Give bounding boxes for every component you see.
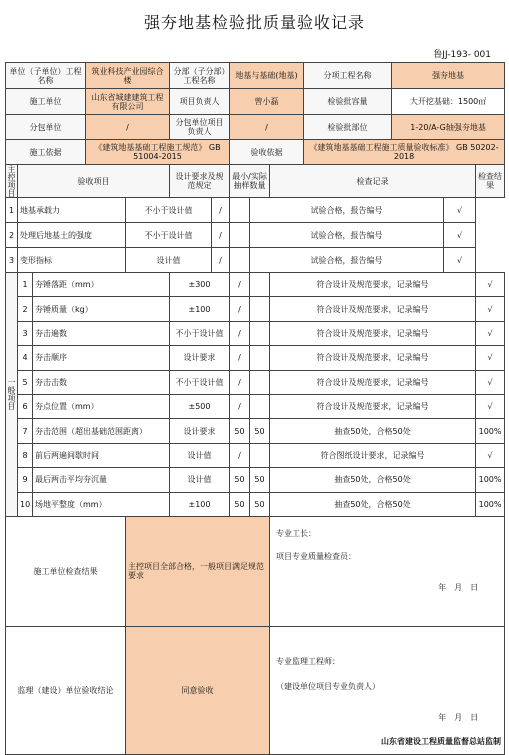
subitem-label: 分项工程名称 bbox=[304, 63, 392, 89]
check-record[interactable]: 符合图纸设计要求，记录编号 bbox=[270, 443, 476, 467]
check-record[interactable]: 抽查50处，合格50处 bbox=[270, 468, 476, 492]
item-name: 前后两遍间歇时间 bbox=[33, 443, 170, 467]
batch-part-value[interactable]: 1-20/A-G轴强夯地基 bbox=[392, 115, 505, 140]
general_items-row bbox=[6, 468, 505, 492]
unit-value[interactable]: 筑业科技产业园综合楼 bbox=[86, 63, 170, 89]
sub-pm-value[interactable]: / bbox=[230, 115, 304, 140]
min-sample: / bbox=[212, 198, 230, 223]
item-number: 10 bbox=[18, 492, 33, 516]
check-result[interactable]: √ bbox=[444, 198, 476, 223]
acceptance-basis-label: 验收依据 bbox=[230, 140, 304, 165]
item-number: 3 bbox=[6, 248, 18, 273]
acceptance-basis-value[interactable]: 《建筑地基基础工程施工质量验收标准》 GB 50202-2018 bbox=[304, 140, 505, 165]
item-number: 4 bbox=[18, 346, 33, 370]
design-requirement: 不小于设计值 bbox=[126, 198, 212, 223]
main_items-row bbox=[6, 248, 505, 273]
check-record[interactable]: 符合设计及规范要求，记录编号 bbox=[270, 394, 476, 418]
design-requirement: 设计要求 bbox=[170, 419, 230, 443]
actual-sample[interactable] bbox=[250, 443, 270, 467]
check-record[interactable]: 试验合格，报告编号 bbox=[250, 198, 444, 223]
subcontractor-label: 分包单位 bbox=[6, 115, 86, 140]
item-name: 最后两击平均夯沉量 bbox=[33, 468, 170, 492]
min-sample: 50 bbox=[230, 492, 250, 516]
item-number: 6 bbox=[18, 394, 33, 418]
general_items-row bbox=[6, 297, 505, 321]
item-name: 夯锤落距（mm） bbox=[33, 273, 170, 297]
supervising-engineer-label: 专业监理工程师： bbox=[276, 656, 340, 666]
actual-sample[interactable]: 50 bbox=[250, 492, 270, 516]
general_items-row bbox=[6, 273, 505, 297]
item-number: 2 bbox=[6, 223, 18, 248]
min-sample: / bbox=[230, 346, 250, 370]
construction-basis-label: 施工依据 bbox=[6, 140, 86, 165]
item-name: 夯锤质量（kg） bbox=[33, 297, 170, 321]
min-sample: / bbox=[230, 394, 250, 418]
actual-sample[interactable] bbox=[230, 223, 250, 248]
check-result[interactable]: √ bbox=[476, 370, 505, 394]
check-record[interactable]: 符合设计及规范要求，记录编号 bbox=[270, 273, 476, 297]
item-name: 变形指标 bbox=[18, 248, 126, 273]
check-record[interactable]: 试验合格，报告编号 bbox=[250, 223, 444, 248]
item-name: 场地平整度（mm） bbox=[33, 492, 170, 516]
subcontractor-value[interactable]: / bbox=[86, 115, 170, 140]
check-result[interactable]: √ bbox=[476, 297, 505, 321]
check-result[interactable]: √ bbox=[444, 223, 476, 248]
actual-sample[interactable]: 50 bbox=[250, 468, 270, 492]
design-requirement: ±500 bbox=[170, 394, 230, 418]
min-sample: / bbox=[230, 443, 250, 467]
item-name: 夯点位置（mm） bbox=[33, 394, 170, 418]
actual-sample[interactable] bbox=[230, 248, 250, 273]
check-record[interactable]: 符合设计及规范要求，记录编号 bbox=[270, 297, 476, 321]
general_items-row bbox=[6, 419, 505, 443]
check-record[interactable]: 符合设计及规范要求，记录编号 bbox=[270, 370, 476, 394]
subdivision-label: 分部（子分部）工程名称 bbox=[170, 63, 230, 89]
design-requirement: ±100 bbox=[170, 297, 230, 321]
general_items-row bbox=[6, 492, 505, 516]
construction-date: 年 月 日 bbox=[438, 582, 479, 592]
general_items-row bbox=[6, 443, 505, 467]
subdivision-value[interactable]: 地基与基础(地基) bbox=[230, 63, 304, 89]
actual-sample[interactable] bbox=[250, 297, 270, 321]
design-requirement: 设计要求 bbox=[170, 346, 230, 370]
design-requirement: 设计值 bbox=[126, 248, 212, 273]
design-requirement: ±300 bbox=[170, 273, 230, 297]
actual-sample[interactable] bbox=[250, 273, 270, 297]
item-name: 地基承载力 bbox=[18, 198, 126, 223]
design-requirement: 不小于设计值 bbox=[126, 223, 212, 248]
foreman-label: 专业工长： bbox=[276, 528, 316, 538]
actual-sample[interactable] bbox=[250, 370, 270, 394]
check-record[interactable]: 符合设计及规范要求，记录编号 bbox=[270, 346, 476, 370]
item-name: 夯击范围（超出基础范围距离） bbox=[33, 419, 170, 443]
min-sample: / bbox=[212, 248, 230, 273]
item-name: 夯击遍数 bbox=[33, 321, 170, 345]
subitem-value[interactable]: 强夯地基 bbox=[392, 63, 505, 89]
check-result[interactable]: 100% bbox=[476, 419, 505, 443]
header-row-4 bbox=[6, 140, 505, 165]
min-sample: 50 bbox=[230, 419, 250, 443]
actual-sample[interactable]: 50 bbox=[250, 419, 270, 443]
design-requirement: ±100 bbox=[170, 492, 230, 516]
inspection-form bbox=[5, 62, 505, 755]
check-result[interactable]: √ bbox=[476, 273, 505, 297]
supervision-date: 年 月 日 bbox=[438, 712, 479, 722]
item-number: 2 bbox=[18, 297, 33, 321]
document-number: 鲁JJ-193- 001 bbox=[433, 50, 491, 60]
construction-check-label: 施工单位检查结果 bbox=[6, 516, 126, 626]
check-record[interactable]: 抽查50处，合格50处 bbox=[270, 419, 476, 443]
check-result[interactable]: √ bbox=[444, 248, 476, 273]
main-group-label: 主控项目 bbox=[7, 165, 16, 197]
min-sample: / bbox=[230, 370, 250, 394]
construction-check-content[interactable]: 主控项目全部合格，一般项目满足规范要求 bbox=[126, 516, 270, 626]
item-number: 1 bbox=[6, 198, 18, 223]
construction-signature-block bbox=[270, 516, 505, 626]
actual-sample[interactable] bbox=[250, 321, 270, 345]
item-number: 9 bbox=[18, 468, 33, 492]
col-design-header: 设计要求及规范规定 bbox=[170, 165, 230, 198]
col-item-header: 验收项目 bbox=[18, 165, 170, 198]
supervision-content[interactable]: 同意验收 bbox=[126, 626, 270, 754]
min-sample: / bbox=[212, 223, 230, 248]
check-result[interactable]: √ bbox=[476, 346, 505, 370]
item-name: 夯击顺序 bbox=[33, 346, 170, 370]
check-result[interactable]: √ bbox=[476, 443, 505, 467]
check-record[interactable]: 抽查50处，合格50处 bbox=[270, 492, 476, 516]
contractor-label: 施工单位 bbox=[6, 89, 86, 115]
item-number: 1 bbox=[18, 273, 33, 297]
batch-capacity-label: 检验批容量 bbox=[304, 89, 392, 115]
check-result[interactable]: 100% bbox=[476, 468, 505, 492]
sub-pm-label: 分包单位项目负责人 bbox=[170, 115, 230, 140]
design-requirement: 设计值 bbox=[170, 468, 230, 492]
check-result[interactable]: 100% bbox=[476, 492, 505, 516]
general-group-label: 一般项目 bbox=[6, 273, 18, 517]
construction-basis-value[interactable]: 《建筑地基基础工程施工规范》 GB 51004-2015 bbox=[86, 140, 230, 165]
check-record[interactable]: 试验合格，报告编号 bbox=[250, 248, 444, 273]
general_items-row bbox=[6, 370, 505, 394]
col-record-header: 检查记录 bbox=[270, 165, 476, 198]
col-sample-header: 最小/实际抽样数量 bbox=[230, 165, 270, 198]
batch-capacity-value[interactable]: 大开挖基础：1500㎡ bbox=[392, 89, 505, 115]
main_items-row bbox=[6, 198, 505, 223]
general_items-row bbox=[6, 346, 505, 370]
item-number: 7 bbox=[18, 419, 33, 443]
min-sample: / bbox=[230, 273, 250, 297]
header-row-1 bbox=[6, 63, 505, 89]
actual-sample[interactable] bbox=[250, 394, 270, 418]
column-header-row bbox=[6, 165, 505, 198]
check-record[interactable]: 符合设计及规范要求，记录编号 bbox=[270, 321, 476, 345]
min-sample: / bbox=[230, 297, 250, 321]
construction-check-row bbox=[6, 516, 505, 626]
contractor-value[interactable]: 山东省城建建筑工程有限公司 bbox=[86, 89, 170, 115]
min-sample: / bbox=[230, 321, 250, 345]
unit-label: 单位（子单位）工程名称 bbox=[6, 63, 86, 89]
actual-sample[interactable] bbox=[250, 346, 270, 370]
general_items-row bbox=[6, 394, 505, 418]
item-name: 夯击击数 bbox=[33, 370, 170, 394]
issuer-footer: 山东省建设工程质量监督总站监制 bbox=[381, 737, 501, 746]
batch-part-label: 检验批部位 bbox=[304, 115, 392, 140]
check-result[interactable]: √ bbox=[476, 394, 505, 418]
main_items-row bbox=[6, 223, 505, 248]
owner-representative-label: （建设单位项目专业负责人） bbox=[276, 681, 380, 691]
general_items-row bbox=[6, 321, 505, 345]
project-manager-value[interactable]: 曾小磊 bbox=[230, 89, 304, 115]
item-number: 8 bbox=[18, 443, 33, 467]
item-name: 处理后地基土的强度 bbox=[18, 223, 126, 248]
design-requirement: 不小于设计值 bbox=[170, 370, 230, 394]
item-number: 5 bbox=[18, 370, 33, 394]
project-manager-label: 项目负责人 bbox=[170, 89, 230, 115]
actual-sample[interactable] bbox=[230, 198, 250, 223]
design-requirement: 设计值 bbox=[170, 443, 230, 467]
header-row-2 bbox=[6, 89, 505, 115]
page-title: 强夯地基检验批质量验收记录 bbox=[143, 13, 365, 32]
col-result-header: 检查结果 bbox=[476, 165, 505, 198]
min-sample: 50 bbox=[230, 468, 250, 492]
header-row-3 bbox=[6, 115, 505, 140]
design-requirement: 不小于设计值 bbox=[170, 321, 230, 345]
quality-inspector-label: 项目专业质量检查员： bbox=[276, 551, 356, 561]
item-number: 3 bbox=[18, 321, 33, 345]
supervision-label: 监理（建设）单位验收结论 bbox=[6, 626, 126, 754]
check-result[interactable]: √ bbox=[476, 321, 505, 345]
